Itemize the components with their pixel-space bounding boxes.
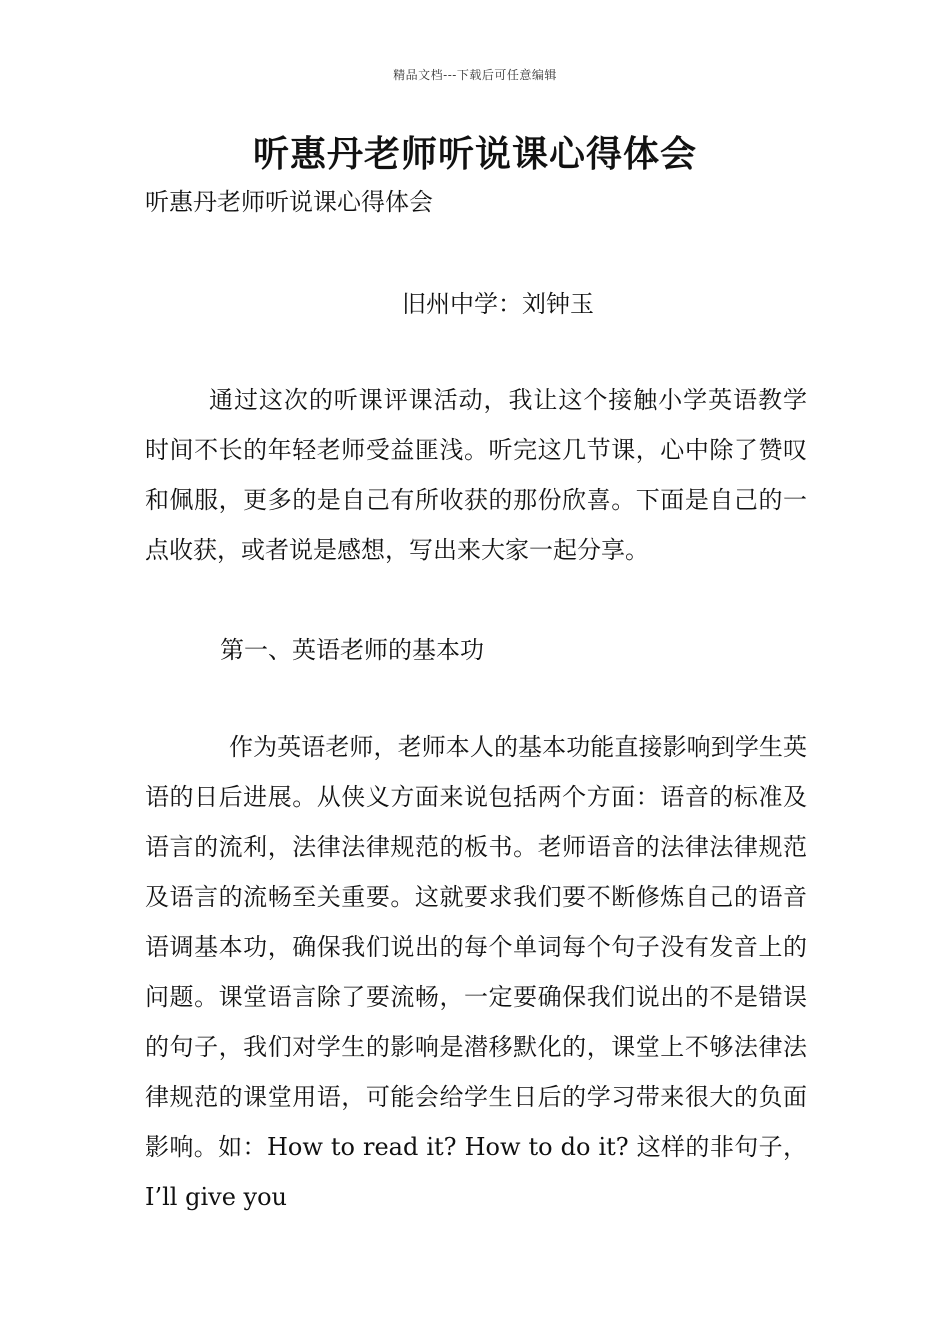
author-line: 旧州中学：刘钟玉 xyxy=(402,290,594,318)
section-heading: 第一、英语老师的基本功 xyxy=(220,636,484,664)
section-body-paragraph: 作为英语老师，老师本人的基本功能直接影响到学生英语的日后进展。从侠义方面来说包括两个方面：语音的标准及语言的流利，法律法律规范的板书。老师语音的法律法律规范及语言的流畅至关重要。这就要求我们要不断修炼自己的语音语调基本功，确保我们说出的每个单词每个句子没有发音上的问题。课堂语言除了要流畅，一定要确保我们说出的不是错误的句子，我们对学生的影响是潜移默化的，课堂上不够法律法律规范的课堂用语，可能会给学生日后的学习带来很大的负面影响。如：How to read it? How to do it? 这样的非句子，I’ll give you xyxy=(145,733,807,1211)
document-subtitle: 听惠丹老师听说课心得体会 xyxy=(145,188,433,216)
intro-paragraph: 通过这次的听课评课活动，我让这个接触小学英语教学时间不长的年轻老师受益匪浅。听完这几节课，心中除了赞叹和佩服，更多的是自己有所收获的那份欣喜。下面是自己的一点收获，或者说是感想，写出来大家一起分享。 xyxy=(145,386,807,564)
document-title: 听惠丹老师听说课心得体会 xyxy=(252,133,697,175)
header-note: 精品文档---下载后可任意编辑 xyxy=(393,68,557,82)
